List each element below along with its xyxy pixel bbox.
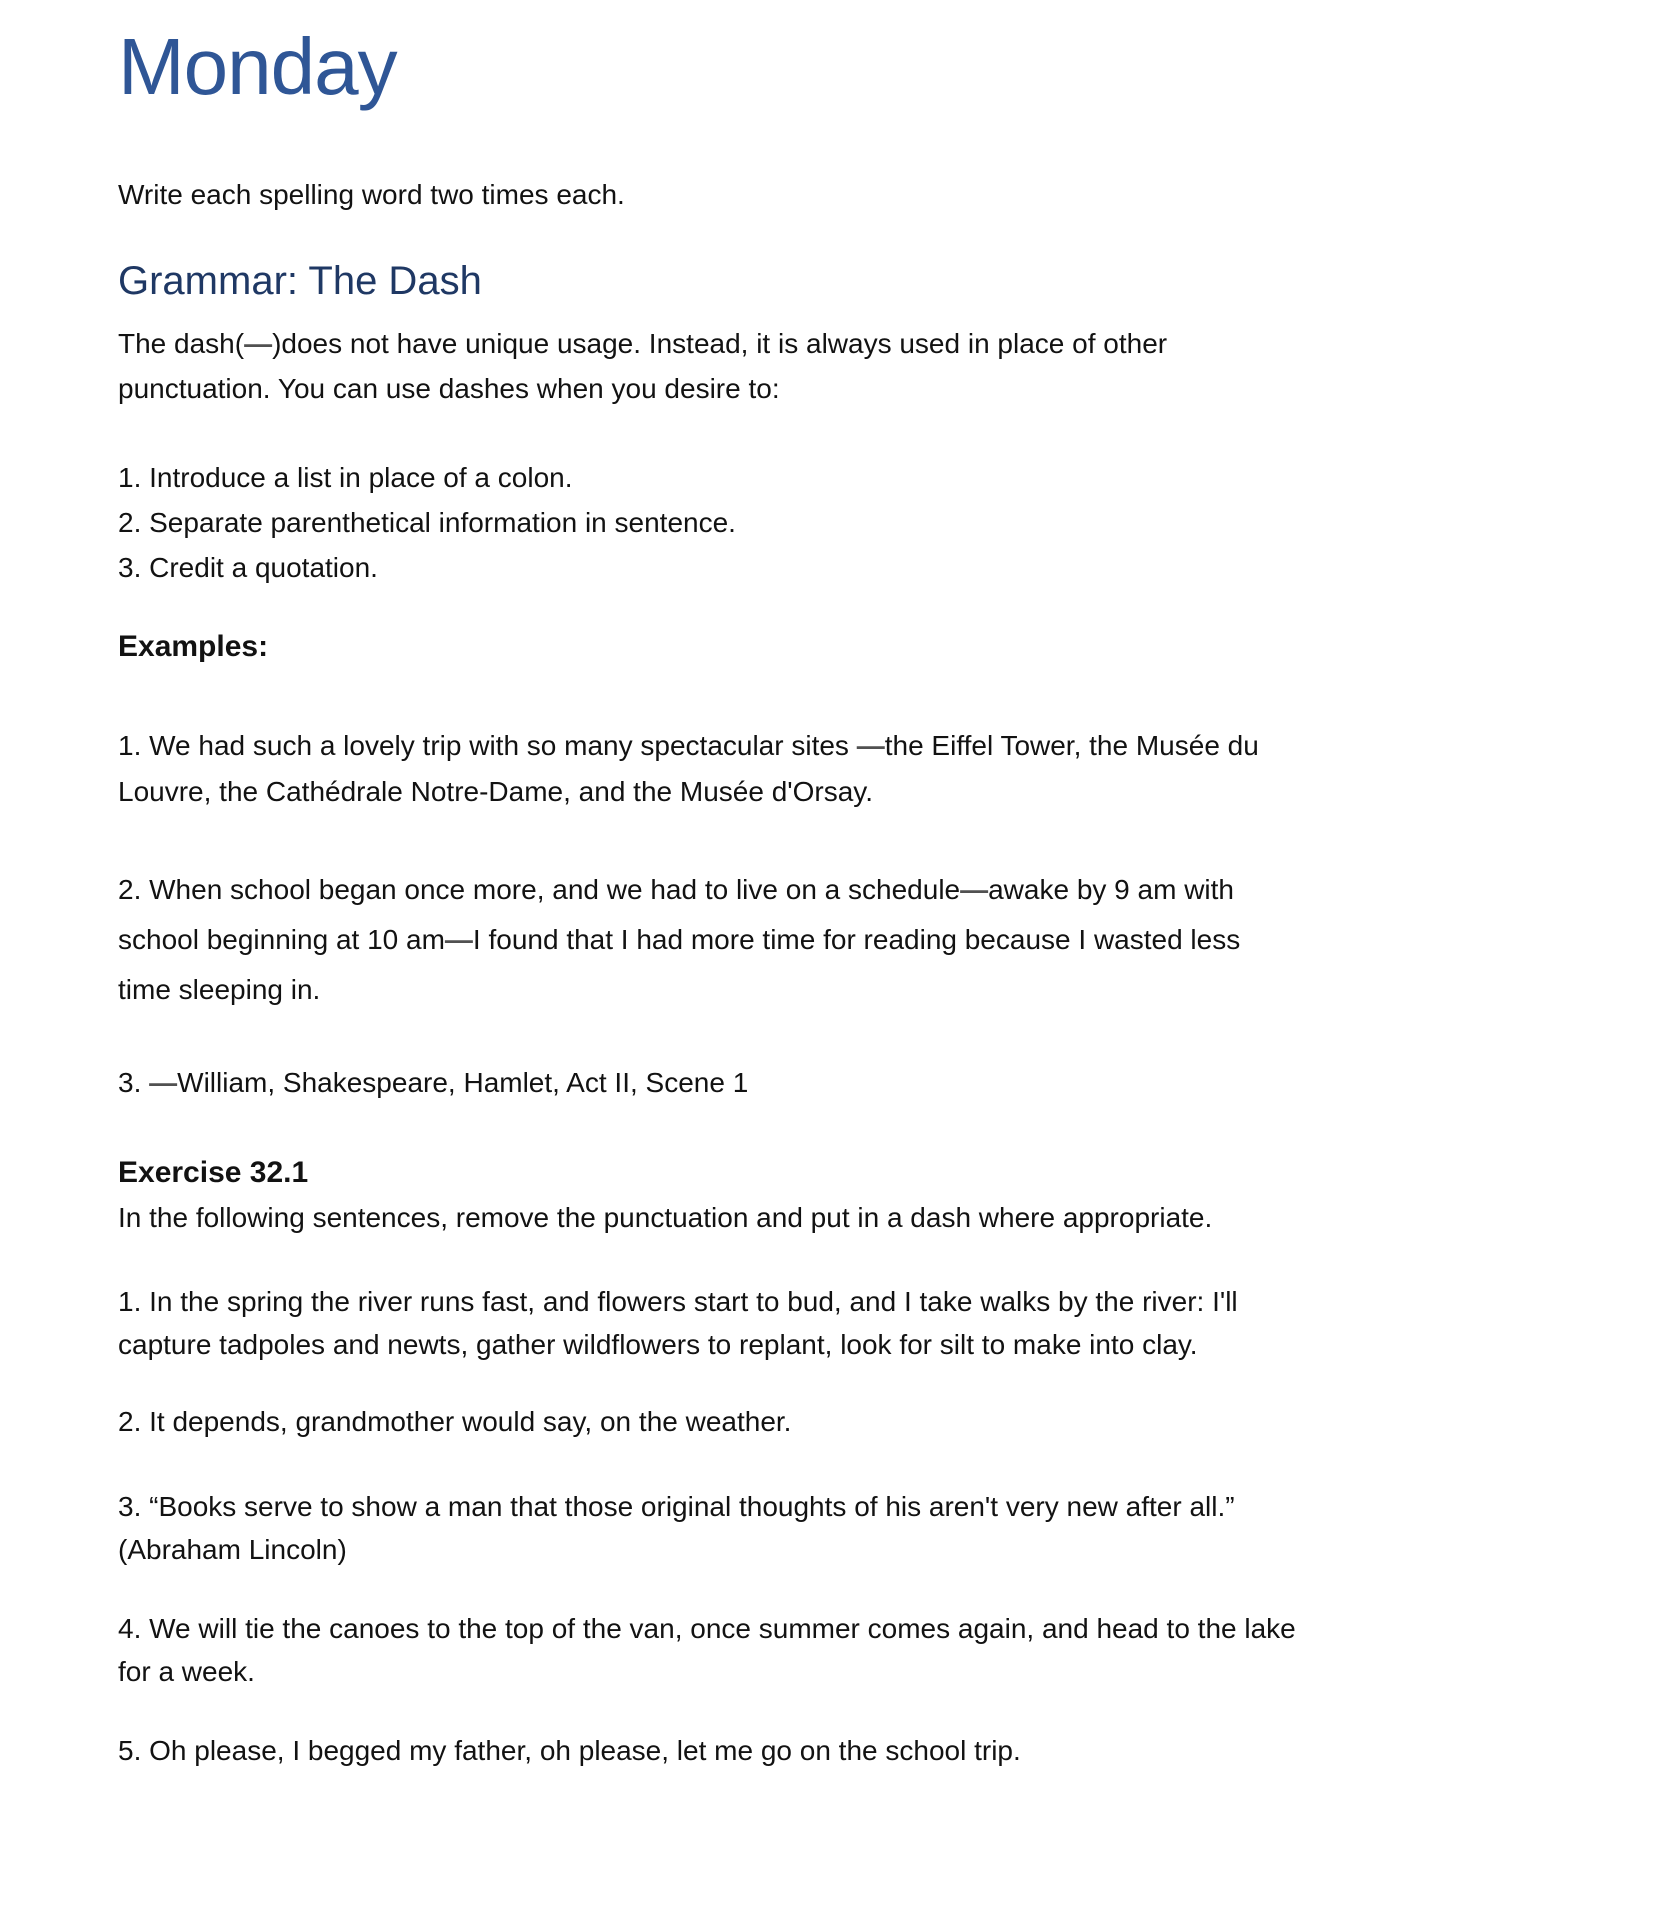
- example-2-line-1: [118, 865, 1562, 915]
- sentence-4-line-1: 4. We will tie the canoes to the top of the van, once summer comes again, and head to the lake: [118, 1613, 1296, 1644]
- example-2-line-3: time sleeping in.: [118, 974, 321, 1005]
- examples-heading: Examples:: [118, 630, 269, 663]
- example-text: I found that I had more time for reading because I wasted less: [472, 924, 1241, 955]
- em-dash: —: [244, 328, 273, 359]
- exercise-sentence-2: 2. It depends, grandmother would say, on the weather.: [118, 1406, 792, 1437]
- exercise-sentence-5: 5. Oh please, I begged my father, oh please, let me go on the school trip.: [118, 1735, 1021, 1766]
- example-text: awake by 9 am with: [988, 874, 1234, 905]
- exercise-sentence-3: [118, 1485, 1562, 1571]
- em-dash: —: [960, 874, 989, 905]
- example-2-line-2: [118, 915, 1562, 965]
- sentence-3-line-2: (Abraham Lincoln): [118, 1534, 347, 1565]
- exercise-sentence-4: [118, 1607, 1562, 1693]
- example-3-line-1: [118, 1060, 1562, 1106]
- exercise-sentence-1: [118, 1280, 1562, 1366]
- sentence-1-line-1: 1. In the spring the river runs fast, and flowers start to bud, and I take walks by the river: I'll: [118, 1286, 1238, 1317]
- page-title: Monday: [118, 22, 397, 111]
- usage-item-2: 2. Separate parenthetical information in sentence.: [118, 507, 736, 538]
- example-text: 1. We had such a lovely trip with so many spectacular sites: [118, 730, 857, 761]
- grammar-heading: Grammar: The Dash: [118, 259, 482, 303]
- example-text: 2. When school began once more, and we had to live on a schedule: [118, 874, 961, 905]
- example-text: William, Shakespeare, Hamlet, Act II, Scene 1: [177, 1067, 749, 1098]
- dash-description: [118, 321, 1562, 411]
- example-text: 3.: [118, 1067, 150, 1098]
- dash-usage-list: [118, 455, 1562, 590]
- example-sentence-2: [118, 865, 1562, 1015]
- sentence-3-line-1: 3. “Books serve to show a man that those original thoughts of his aren't very new after all.”: [118, 1491, 1235, 1522]
- exercise-heading: Exercise 32.1: [118, 1156, 309, 1189]
- em-dash: —: [444, 924, 473, 955]
- usage-item-3: 3. Credit a quotation.: [118, 552, 378, 583]
- sentence-1-line-2: capture tadpoles and newts, gather wildflowers to replant, look for silt to make into clay.: [118, 1329, 1198, 1360]
- example-sentence-1: [118, 723, 1562, 815]
- usage-item-1: 1. Introduce a list in place of a colon.: [118, 462, 573, 493]
- em-dash: —: [149, 1067, 178, 1098]
- intro-text: Write each spelling word two times each.: [118, 179, 625, 210]
- example-text: school beginning at 10 am: [118, 924, 445, 955]
- example-text: the Eiffel Tower, the Musée du: [884, 730, 1259, 761]
- example-1-line-1: [118, 723, 1562, 769]
- description-text: The dash(: [118, 328, 245, 359]
- description-line-2: punctuation. You can use dashes when you desire to:: [118, 373, 780, 404]
- description-line-1: [118, 321, 1562, 366]
- em-dash: —: [856, 730, 885, 761]
- example-sentence-3: [118, 1060, 1562, 1106]
- sentence-4-line-2: for a week.: [118, 1656, 255, 1687]
- exercise-instructions: In the following sentences, remove the punctuation and put in a dash where appropriate.: [118, 1202, 1213, 1233]
- example-1-line-2: Louvre, the Cathédrale Notre-Dame, and the Musée d'Orsay.: [118, 776, 873, 807]
- description-text: )does not have unique usage. Instead, it is always used in place of other: [272, 328, 1168, 359]
